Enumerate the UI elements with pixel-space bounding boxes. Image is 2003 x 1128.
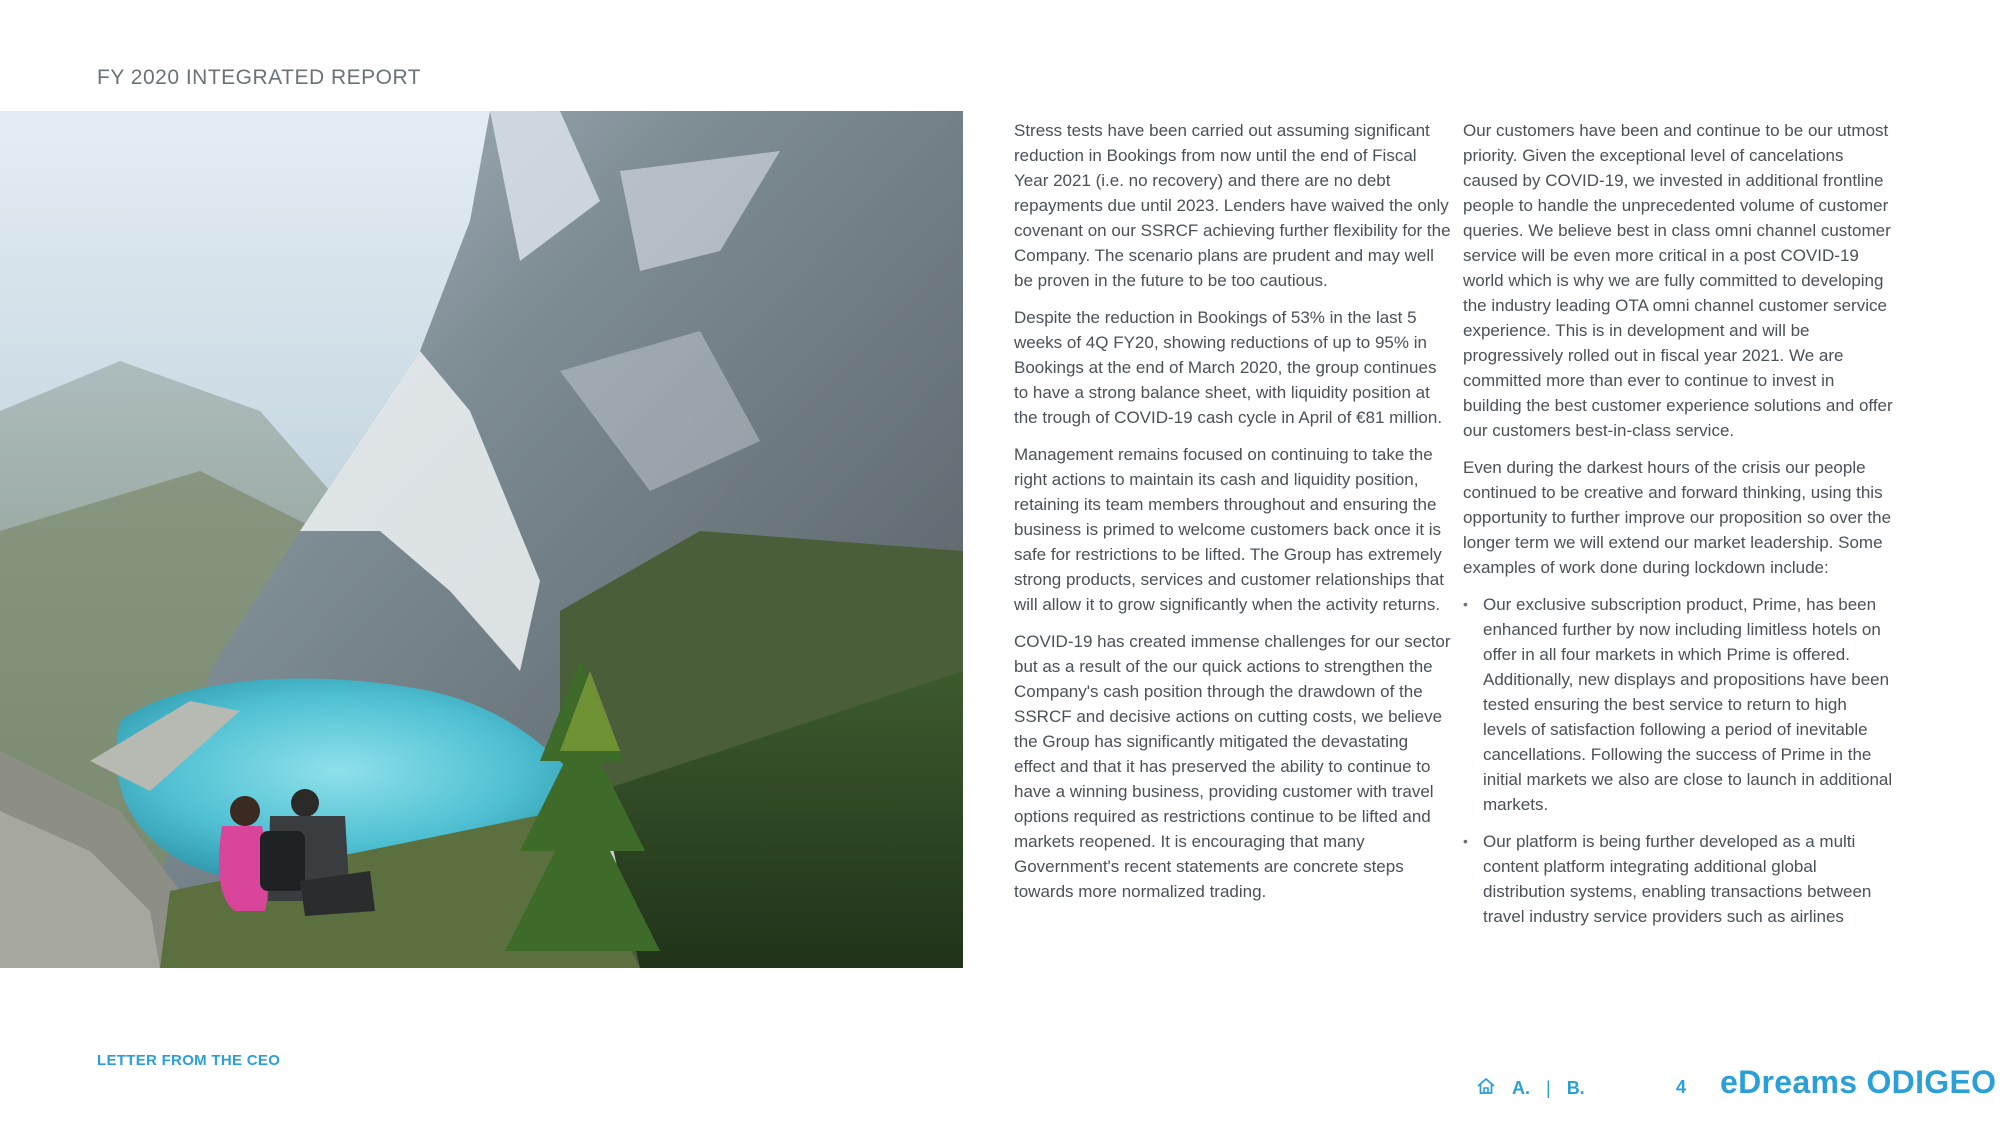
brand-logo: eDreams ODIGEO [1720,1064,1997,1100]
home-icon[interactable] [1476,1076,1496,1101]
mountain-lake-photo [0,111,963,968]
paragraph-covid-challenges: COVID-19 has created immense challenges for our sector but as a result of the our quick actions to strengthen the Company's cash position through the drawdown of the SSRCF and decisive actions on cutting costs, we believe the Group has significantly mitigated the devastating effect and that it has preserved the ability to continue to have a winning business, providing customer with travel options required as restrictions continue to be lifted and markets reopened. It is encouraging that many Government's recent statements are concrete steps towards more normalized trading. [1014,632,1451,901]
section-link-letter-from-ceo[interactable]: LETTER FROM THE CEO [97,1052,281,1069]
paragraph-management-focus: Management remains focused on continuing to take the right actions to maintain its cash and liquidity position, retaining its team members throughout and ensuring the business is primed to welcome customers back once it is safe for restrictions to be lifted. The Group has extremely strong products, services and customer relationships that will allow it to grow significantly when the activity returns. [1014,445,1444,614]
paragraph-stress-tests: Stress tests have been carried out assuming significant reduction in Bookings from now until the end of Fiscal Year 2021 (i.e. no recovery) and there are no debt repayments due until 2023. Lenders have waived the only covenant on our SSRCF achieving further flexibility for the Company. The scenario plans are prudent and may well be proven in the future to be too cautious. [1014,121,1451,290]
page-number: 4 [1676,1077,1687,1097]
body-column-left [1014,118,1454,916]
list-item: • Our exclusive subscription product, Prime, has been enhanced further by now including limitless hotels on offer in all four markets in which Prime is offered. Additionally, new displays and propositions have been tested ensuring the best service to return to high levels of satisfaction following a period of inevitable cancellations. Following the success of Prime in the initial markets we also are close to launch in additional markets. [1463,592,1893,817]
lockdown-work-list [1463,592,1893,929]
nav-section-a-link[interactable]: A. [1512,1077,1530,1098]
body-column-right [1463,118,1893,941]
list-item: • Our platform is being further developed as a multi content platform integrating additional global distribution systems, enabling transactions between travel industry service providers such as airlines [1463,829,1893,929]
nav-section-b-link[interactable]: B. [1566,1077,1585,1098]
paragraph-customers-priority: Our customers have been and continue to be our utmost priority. Given the exceptional level of cancelations caused by COVID-19, we invested in additional frontline people to handle the unprecedented volume of customer queries. We believe best in class omni channel customer service will be even more critical in a post COVID-19 world which is why we are fully committed to developing the industry leading OTA omni channel customer service experience. This is in development and will be progressively rolled out in fiscal year 2021. We are committed more than ever to continue to invest in building the best customer experience solutions and offer our customers best-in-class service. [1463,121,1893,440]
paragraph-darkest-hours: Even during the darkest hours of the crisis our people continued to be creative and forward thinking, using this opportunity to further improve our proposition so over the longer term we will extend our market leadership. Some examples of work done during lockdown include: [1463,458,1892,577]
report-title: FY 2020 INTEGRATED REPORT [97,66,422,89]
paragraph-bookings-reduction: Despite the reduction in Bookings of 53% in the last 5 weeks of 4Q FY20, showing reductions of up to 95% in Bookings at the end of March 2020, the group continues to have a strong balance sheet, with liquidity position at the trough of COVID-19 cash cycle in April of €81 million. [1014,308,1443,427]
footer-navigation [1476,1076,1585,1100]
nav-separator: | [1546,1077,1551,1098]
